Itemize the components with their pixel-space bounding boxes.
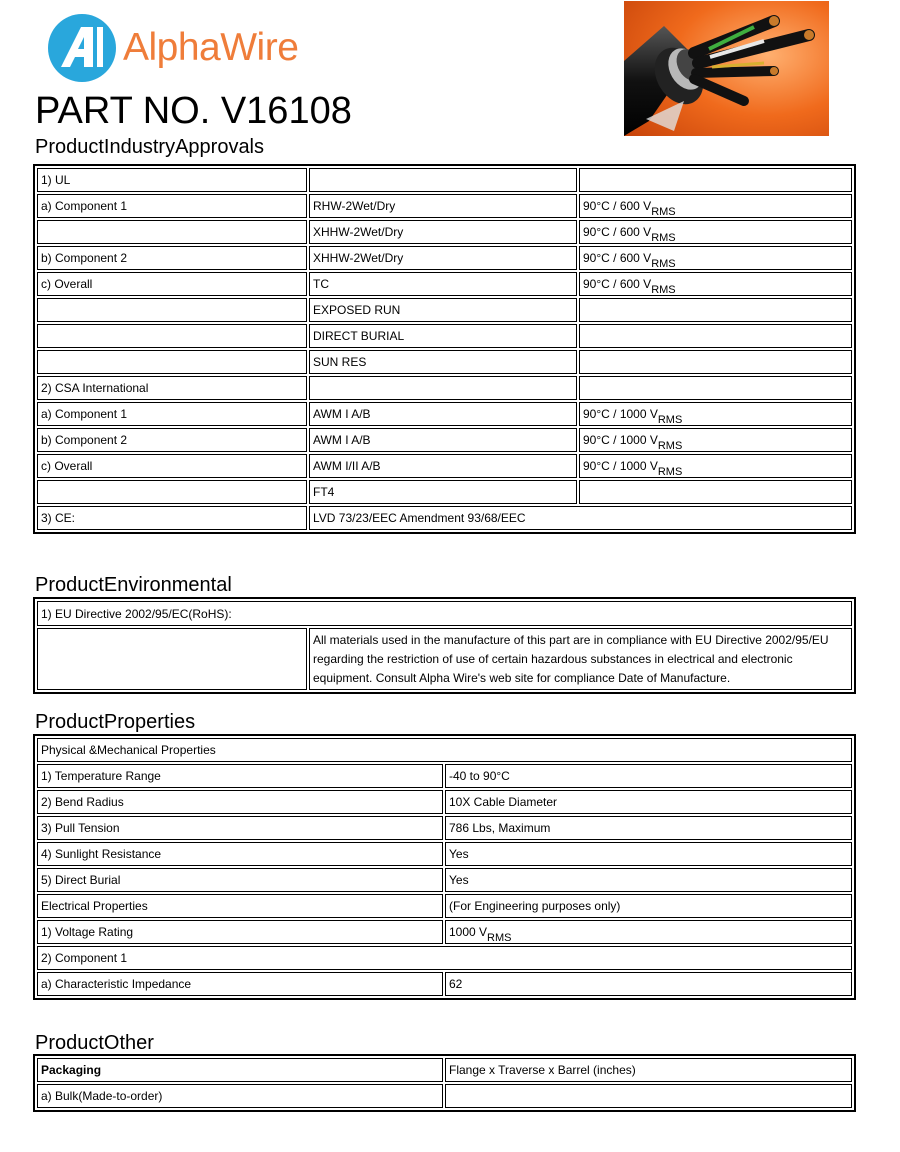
section-title-environmental: ProductEnvironmental xyxy=(35,574,232,596)
table-cell xyxy=(445,816,852,840)
cell-text: 2) CSA International xyxy=(41,381,149,395)
cell-text: XHHW-2Wet/Dry xyxy=(313,251,404,265)
table-row xyxy=(37,194,852,218)
part-number-title: PART NO. V16108 xyxy=(35,90,352,132)
table-row xyxy=(37,428,852,452)
cell-text: Flange x Traverse x Barrel (inches) xyxy=(449,1063,636,1077)
cell-text: AWM I/II A/B xyxy=(313,459,381,473)
table-row xyxy=(37,350,852,374)
table-cell xyxy=(579,428,852,452)
table-cell xyxy=(37,946,852,970)
table-cell xyxy=(309,506,852,530)
cell-text: -40 to 90°C xyxy=(449,769,510,783)
table-cell xyxy=(309,168,577,192)
cell-text: 10X Cable Diameter xyxy=(449,795,558,809)
table-row xyxy=(37,1058,852,1082)
rms-subscript: RMS xyxy=(487,931,512,944)
cell-text: 1) UL xyxy=(41,173,71,187)
table-row xyxy=(37,1084,852,1108)
rms-subscript: RMS xyxy=(657,413,683,426)
section-title-other: ProductOther xyxy=(35,1032,154,1054)
section-title-approvals: ProductIndustryApprovals xyxy=(35,136,265,158)
table-row xyxy=(37,894,852,918)
cell-text: 1000 V xyxy=(449,924,488,939)
cell-text: a) Component 1 xyxy=(41,407,128,421)
table-cell xyxy=(579,454,852,478)
cell-text: AWM I A/B xyxy=(313,433,371,447)
table-cell xyxy=(37,272,307,296)
table-cell xyxy=(445,1058,852,1082)
table-row xyxy=(37,764,852,788)
table-cell xyxy=(579,480,852,504)
table-cell xyxy=(579,272,852,296)
table-cell xyxy=(37,1084,443,1108)
table-cell xyxy=(37,454,307,478)
cell-text: Yes xyxy=(449,873,469,887)
table-cell xyxy=(37,376,307,400)
table-cell xyxy=(37,428,307,452)
table-cell xyxy=(445,764,852,788)
table-cell: 1) EU Directive 2002/95/EC(RoHS): xyxy=(37,601,852,626)
table-cell xyxy=(579,246,852,270)
table-cell xyxy=(579,376,852,400)
table-cell xyxy=(37,628,307,690)
table-row xyxy=(37,168,852,192)
table-cell xyxy=(37,868,443,892)
table-row xyxy=(37,402,852,426)
table-cell xyxy=(37,506,307,530)
table-row xyxy=(37,324,852,348)
rms-subscript: RMS xyxy=(657,439,683,452)
table-row xyxy=(37,246,852,270)
properties-table xyxy=(33,734,856,1000)
cell-text: 2) Bend Radius xyxy=(41,795,124,809)
cell-text: a) Component 1 xyxy=(41,199,128,213)
table-row xyxy=(37,272,852,296)
table-cell xyxy=(309,454,577,478)
table-cell xyxy=(309,194,577,218)
table-cell xyxy=(309,324,577,348)
rms-subscript: RMS xyxy=(651,205,676,218)
table-cell xyxy=(37,402,307,426)
table-row xyxy=(37,946,852,970)
table-row xyxy=(37,601,852,626)
table-cell xyxy=(445,972,852,996)
table-cell xyxy=(579,402,852,426)
cable-photo xyxy=(624,1,829,136)
table-cell xyxy=(445,790,852,814)
table-cell xyxy=(579,194,852,218)
table-row xyxy=(37,920,852,944)
table-row xyxy=(37,220,852,244)
cell-text: SUN RES xyxy=(313,355,367,369)
cell-text: 786 Lbs, Maximum xyxy=(449,821,551,835)
cell-text: 62 xyxy=(449,977,463,991)
table-cell xyxy=(579,350,852,374)
cell-text: 3) CE: xyxy=(41,511,76,525)
table-cell xyxy=(445,894,852,918)
table-row xyxy=(37,842,852,866)
cell-text: EXPOSED RUN xyxy=(313,303,401,317)
table-row xyxy=(37,454,852,478)
table-cell xyxy=(579,220,852,244)
table-cell xyxy=(37,350,307,374)
table-cell xyxy=(309,428,577,452)
table-cell xyxy=(309,376,577,400)
table-row xyxy=(37,790,852,814)
cell-text: 3) Pull Tension xyxy=(41,821,120,835)
table-row xyxy=(37,506,852,530)
table-row xyxy=(37,628,852,690)
table-cell xyxy=(309,480,577,504)
table-cell xyxy=(37,194,307,218)
table-cell xyxy=(445,842,852,866)
cell-text: 90°C / 600 V xyxy=(583,224,652,239)
cell-text: 1) Voltage Rating xyxy=(41,925,134,939)
cell-text: 2) Component 1 xyxy=(41,951,128,965)
table-cell xyxy=(309,272,577,296)
cell-text: Packaging xyxy=(41,1063,102,1077)
rms-subscript: RMS xyxy=(651,283,676,296)
table-row xyxy=(37,738,852,762)
table-cell xyxy=(37,894,443,918)
cell-text: 90°C / 1000 V xyxy=(583,432,658,447)
cell-text: b) Component 2 xyxy=(41,433,128,447)
cell-text: AWM I A/B xyxy=(313,407,371,421)
cell-text: 4) Sunlight Resistance xyxy=(41,847,162,861)
rms-subscript: RMS xyxy=(651,257,676,270)
table-cell xyxy=(37,324,307,348)
cell-text: LVD 73/23/EEC Amendment 93/68/EEC xyxy=(313,511,526,525)
table-cell xyxy=(445,1084,852,1108)
alphawire-logo xyxy=(47,12,298,84)
cell-text: XHHW-2Wet/Dry xyxy=(313,225,404,239)
table-row xyxy=(37,972,852,996)
environmental-table xyxy=(33,597,856,694)
table-cell xyxy=(37,764,443,788)
table-cell xyxy=(579,298,852,322)
cell-text: c) Overall xyxy=(41,277,93,291)
section-title-properties: ProductProperties xyxy=(35,711,196,733)
table-cell xyxy=(309,298,577,322)
cell-text: 90°C / 600 V xyxy=(583,198,652,213)
table-cell xyxy=(309,220,577,244)
cell-text: 90°C / 1000 V xyxy=(583,458,658,473)
table-cell xyxy=(37,738,852,762)
table-cell xyxy=(37,972,443,996)
brand-name: AlphaWire xyxy=(123,26,299,69)
cell-text: Physical &Mechanical Properties xyxy=(41,743,216,757)
alphawire-logo-icon xyxy=(47,13,117,83)
table-cell xyxy=(37,1058,443,1082)
other-table xyxy=(33,1054,856,1112)
table-row xyxy=(37,868,852,892)
table-cell xyxy=(579,324,852,348)
approvals-table xyxy=(33,164,856,534)
cell-text: a) Bulk(Made-to-order) xyxy=(41,1089,163,1103)
cell-text: b) Component 2 xyxy=(41,251,128,265)
table-cell xyxy=(37,480,307,504)
cell-text: 1) Temperature Range xyxy=(41,769,161,783)
cell-text: RHW-2Wet/Dry xyxy=(313,199,396,213)
table-cell xyxy=(309,350,577,374)
table-cell xyxy=(37,246,307,270)
table-cell xyxy=(37,920,443,944)
table-cell xyxy=(37,816,443,840)
table-cell xyxy=(309,246,577,270)
table-row xyxy=(37,298,852,322)
table-cell xyxy=(37,220,307,244)
table-cell xyxy=(37,790,443,814)
cell-text: DIRECT BURIAL xyxy=(313,329,405,343)
cell-text: a) Characteristic Impedance xyxy=(41,977,192,991)
rohs-compliance-text: All materials used in the manufacture of this part are in compliance with EU Directive 2002/95/EU regarding the restriction of use of certain hazardous substances in electrical and electronic equipment. Consult Alpha Wire's web site for compliance Date of Manufacture. xyxy=(309,628,852,690)
cell-text: FT4 xyxy=(313,485,335,499)
cell-text: c) Overall xyxy=(41,459,93,473)
table-cell xyxy=(579,168,852,192)
rms-subscript: RMS xyxy=(651,231,676,244)
table-cell xyxy=(37,842,443,866)
cell-text: 5) Direct Burial xyxy=(41,873,121,887)
cell-text: 90°C / 600 V xyxy=(583,276,652,291)
table-cell xyxy=(309,402,577,426)
cell-text: (For Engineering purposes only) xyxy=(449,899,621,913)
cell-text: 90°C / 1000 V xyxy=(583,406,658,421)
rms-subscript: RMS xyxy=(657,465,683,478)
table-cell xyxy=(445,868,852,892)
table-cell xyxy=(37,168,307,192)
table-row xyxy=(37,480,852,504)
cell-text: Yes xyxy=(449,847,469,861)
table-row xyxy=(37,376,852,400)
table-row xyxy=(37,816,852,840)
cell-text: 90°C / 600 V xyxy=(583,250,652,265)
table-cell xyxy=(445,920,852,944)
cell-text: TC xyxy=(313,277,329,291)
cell-text: Electrical Properties xyxy=(41,899,148,913)
table-cell xyxy=(37,298,307,322)
